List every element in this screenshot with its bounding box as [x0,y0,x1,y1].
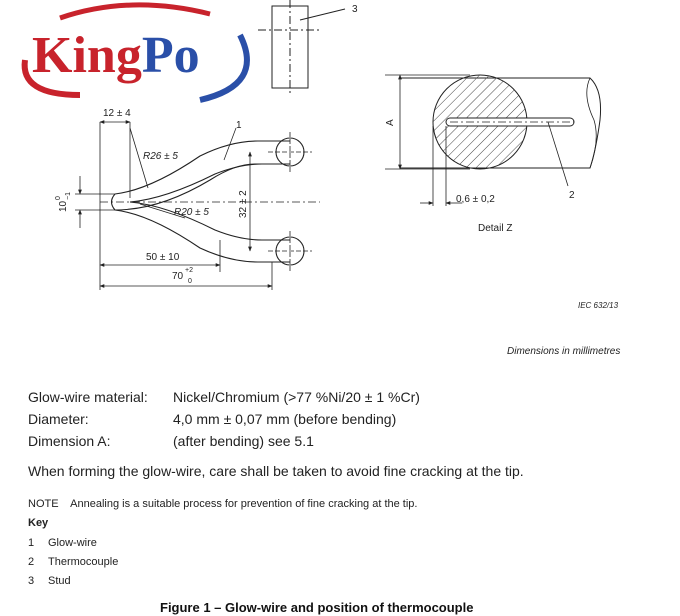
callout-stud: 3 [352,4,358,15]
dim-length-50: 50 ± 10 [146,252,180,263]
kingpo-logo [25,5,247,100]
dim-radius-inner: R20 ± 5 [174,207,209,218]
detail-z-label: Detail Z [478,223,513,234]
iec-reference: IEC 632/13 [578,301,619,310]
stud-drawing [258,0,345,96]
dim-length-70-sub: 0 [188,278,192,285]
key-item-stud: Stud [48,575,71,587]
dim-vertical-32: 32 ± 2 [238,190,249,218]
forming-paragraph: When forming the glow-wire, care shall be taken to avoid fine cracking at the tip. [28,463,524,479]
key-title: Key [28,517,49,529]
spec-value-material: Nickel/Chromium (>77 %Ni/20 ± 1 %Cr) [173,389,420,405]
glow-wire-shape [100,132,320,271]
dim-radius-outer: R26 ± 5 [143,151,178,162]
callout-glow-wire: 1 [236,120,242,131]
key-item-number: 1 [28,537,35,549]
dim-vertical-10-sub: −1 [65,192,72,200]
dim-vertical-10-sup: 0 [55,196,62,200]
spec-label-dimension-a: Dimension A: [28,433,111,449]
annealing-note: NOTE Annealing is a suitable process for prevention of fine cracking at the tip. [28,498,418,510]
dim-top-width: 12 ± 4 [103,108,131,119]
key-item-glow-wire: Glow-wire [48,537,97,549]
detail-gap-dimension: 0,6 ± 0,2 [456,194,495,205]
dim-vertical-10: 10 [58,200,69,212]
spec-label-material: Glow-wire material: [28,389,148,405]
detail-z-drawing [385,75,601,206]
key-item-thermocouple: Thermocouple [48,556,119,568]
logo-text: KingPo [32,27,200,84]
callout-thermocouple: 2 [569,190,575,201]
dim-length-70-sup: +2 [185,267,193,274]
spec-value-dimension-a: (after bending) see 5.1 [173,433,314,449]
detail-dimension-a: A [385,119,396,126]
dim-length-70: 70 [172,271,184,282]
figure-caption: Figure 1 – Glow-wire and position of thermocouple [160,600,474,615]
dimensions-note: Dimensions in millimetres [507,346,621,357]
key-item-number: 3 [28,575,35,587]
spec-value-diameter: 4,0 mm ± 0,07 mm (before bending) [173,411,397,427]
spec-label-diameter: Diameter: [28,411,89,427]
key-item-number: 2 [28,556,35,568]
